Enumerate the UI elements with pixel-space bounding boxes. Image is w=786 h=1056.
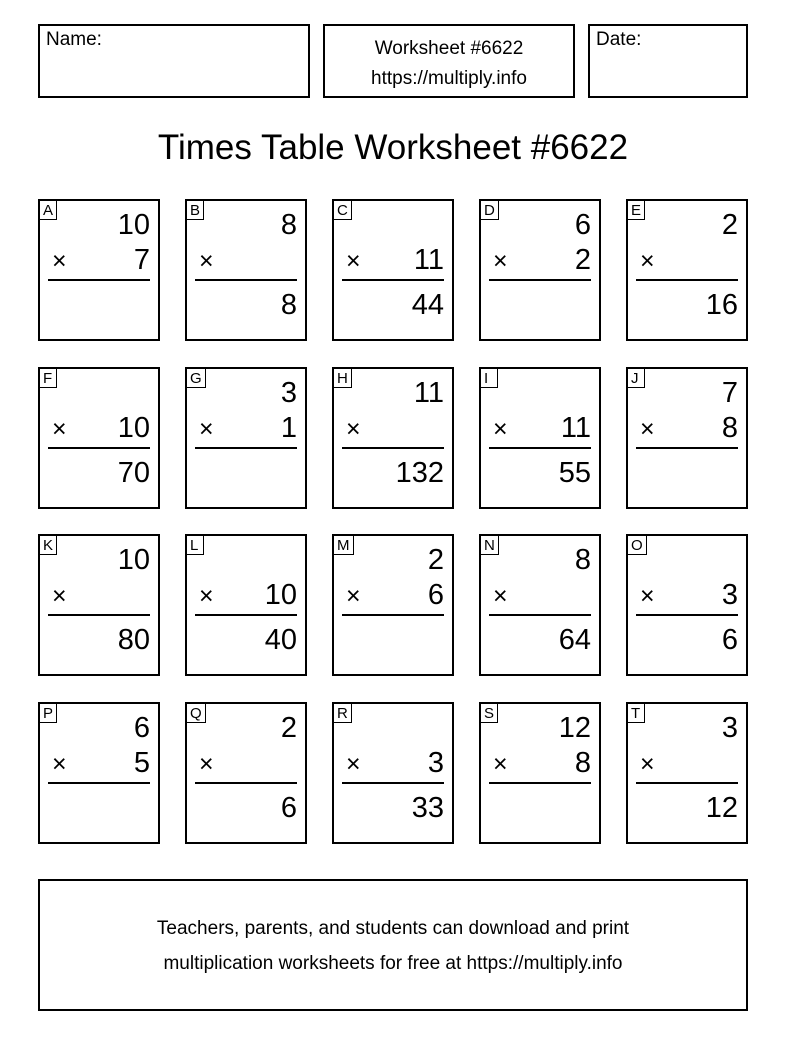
times-icon: ×: [199, 750, 214, 778]
problem-top-number: 2: [280, 712, 297, 744]
problem-answer[interactable]: 44: [411, 289, 444, 321]
problem-letter: E: [628, 201, 645, 220]
problem-card: [626, 199, 748, 341]
problem-card: [185, 702, 307, 844]
problem-multiplier: 5: [133, 747, 150, 779]
problem-card: [626, 367, 748, 509]
problem-multiplier: 8: [721, 412, 738, 444]
problem-letter: P: [40, 704, 57, 723]
problem-card: [332, 367, 454, 509]
times-icon: ×: [52, 415, 67, 443]
problem-answer[interactable]: 6: [721, 624, 738, 656]
times-icon: ×: [493, 247, 508, 275]
times-icon: ×: [346, 415, 361, 443]
times-icon: ×: [640, 415, 655, 443]
answer-rule: [342, 782, 444, 784]
problem-multiplier: 1: [280, 412, 297, 444]
problem-answer[interactable]: 64: [558, 624, 591, 656]
name-label: Name:: [46, 29, 102, 50]
problem-letter: G: [187, 369, 206, 388]
footer-line-2: multiplication worksheets for free at https://multiply.info: [163, 953, 623, 974]
problem-card: [626, 534, 748, 676]
times-icon: ×: [640, 750, 655, 778]
problem-letter: M: [334, 536, 354, 555]
problem-letter: Q: [187, 704, 206, 723]
problem-top-number: 7: [721, 377, 738, 409]
problem-letter: B: [187, 201, 204, 220]
problem-top-number: 10: [117, 209, 150, 241]
problem-multiplier: 2: [574, 244, 591, 276]
problem-multiplier: 8: [574, 747, 591, 779]
problem-answer[interactable]: 55: [558, 457, 591, 489]
problem-card: [38, 367, 160, 509]
problem-answer[interactable]: 6: [280, 792, 297, 824]
problem-answer[interactable]: 16: [705, 289, 738, 321]
times-icon: ×: [52, 247, 67, 275]
times-icon: ×: [640, 247, 655, 275]
problem-multiplier: 6: [427, 579, 444, 611]
worksheet-info-box: [323, 24, 575, 98]
problem-letter: N: [481, 536, 499, 555]
problem-letter: H: [334, 369, 352, 388]
problem-multiplier: 10: [264, 579, 297, 611]
times-icon: ×: [640, 582, 655, 610]
answer-rule: [48, 782, 150, 784]
problem-letter: S: [481, 704, 498, 723]
answer-rule: [489, 614, 591, 616]
problem-card: [38, 702, 160, 844]
problem-multiplier: 10: [117, 412, 150, 444]
problem-top-number: 11: [413, 377, 444, 409]
answer-rule: [195, 614, 297, 616]
times-icon: ×: [493, 415, 508, 443]
problem-multiplier: 7: [133, 244, 150, 276]
answer-rule: [342, 614, 444, 616]
problem-card: [479, 702, 601, 844]
name-field[interactable]: [38, 24, 310, 98]
answer-rule: [342, 279, 444, 281]
problem-answer[interactable]: 80: [117, 624, 150, 656]
answer-rule: [195, 279, 297, 281]
answer-rule: [342, 447, 444, 449]
page-title: Times Table Worksheet #6622: [157, 128, 629, 167]
problem-top-number: 2: [721, 209, 738, 241]
worksheet-id: Worksheet #6622: [374, 38, 524, 59]
answer-rule: [636, 614, 738, 616]
answer-rule: [195, 782, 297, 784]
problem-letter: K: [40, 536, 57, 555]
problem-card: [332, 199, 454, 341]
times-icon: ×: [346, 582, 361, 610]
problem-grid: [38, 199, 750, 843]
problem-answer[interactable]: 12: [705, 792, 738, 824]
times-icon: ×: [346, 750, 361, 778]
problem-letter: R: [334, 704, 352, 723]
problem-card: [479, 199, 601, 341]
problem-multiplier: 11: [413, 244, 444, 276]
answer-rule: [636, 279, 738, 281]
problem-card: [185, 534, 307, 676]
date-label: Date:: [596, 29, 642, 50]
problem-letter: L: [187, 536, 204, 555]
times-icon: ×: [52, 750, 67, 778]
footer-line-1: Teachers, parents, and students can download and print: [156, 918, 630, 939]
problem-answer[interactable]: 40: [264, 624, 297, 656]
problem-letter: C: [334, 201, 352, 220]
problem-answer[interactable]: 132: [395, 457, 444, 489]
problem-letter: T: [628, 704, 645, 723]
problem-answer[interactable]: 70: [117, 457, 150, 489]
problem-card: [332, 702, 454, 844]
footer-box: [38, 879, 748, 1011]
problem-answer[interactable]: 33: [411, 792, 444, 824]
times-icon: ×: [199, 415, 214, 443]
problem-letter: O: [628, 536, 647, 555]
problem-top-number: 8: [280, 209, 297, 241]
answer-rule: [489, 782, 591, 784]
problem-card: [38, 534, 160, 676]
answer-rule: [48, 614, 150, 616]
worksheet-url: https://multiply.info: [371, 68, 527, 89]
times-icon: ×: [199, 582, 214, 610]
problem-card: [38, 199, 160, 341]
times-icon: ×: [199, 247, 214, 275]
answer-rule: [48, 279, 150, 281]
problem-top-number: 12: [558, 712, 591, 744]
problem-card: [332, 534, 454, 676]
problem-top-number: 3: [280, 377, 297, 409]
problem-top-number: 6: [574, 209, 591, 241]
problem-top-number: 10: [117, 544, 150, 576]
times-icon: ×: [493, 750, 508, 778]
problem-letter: J: [628, 369, 645, 388]
times-icon: ×: [493, 582, 508, 610]
date-field[interactable]: [588, 24, 748, 98]
problem-card: [185, 199, 307, 341]
problem-card: [479, 367, 601, 509]
times-icon: ×: [346, 247, 361, 275]
problem-letter: F: [40, 369, 57, 388]
problem-multiplier: 11: [560, 412, 591, 444]
answer-rule: [195, 447, 297, 449]
problem-answer[interactable]: 8: [280, 289, 297, 321]
problem-letter: A: [40, 201, 57, 220]
answer-rule: [489, 447, 591, 449]
problem-multiplier: 3: [427, 747, 444, 779]
answer-rule: [636, 447, 738, 449]
problem-letter: I: [481, 369, 498, 388]
answer-rule: [489, 279, 591, 281]
problem-top-number: 2: [427, 544, 444, 576]
problem-card: [185, 367, 307, 509]
answer-rule: [636, 782, 738, 784]
problem-top-number: 8: [574, 544, 591, 576]
problem-top-number: 3: [721, 712, 738, 744]
problem-letter: D: [481, 201, 499, 220]
problem-card: [626, 702, 748, 844]
times-icon: ×: [52, 582, 67, 610]
problem-card: [479, 534, 601, 676]
problem-multiplier: 3: [721, 579, 738, 611]
answer-rule: [48, 447, 150, 449]
problem-top-number: 6: [133, 712, 150, 744]
